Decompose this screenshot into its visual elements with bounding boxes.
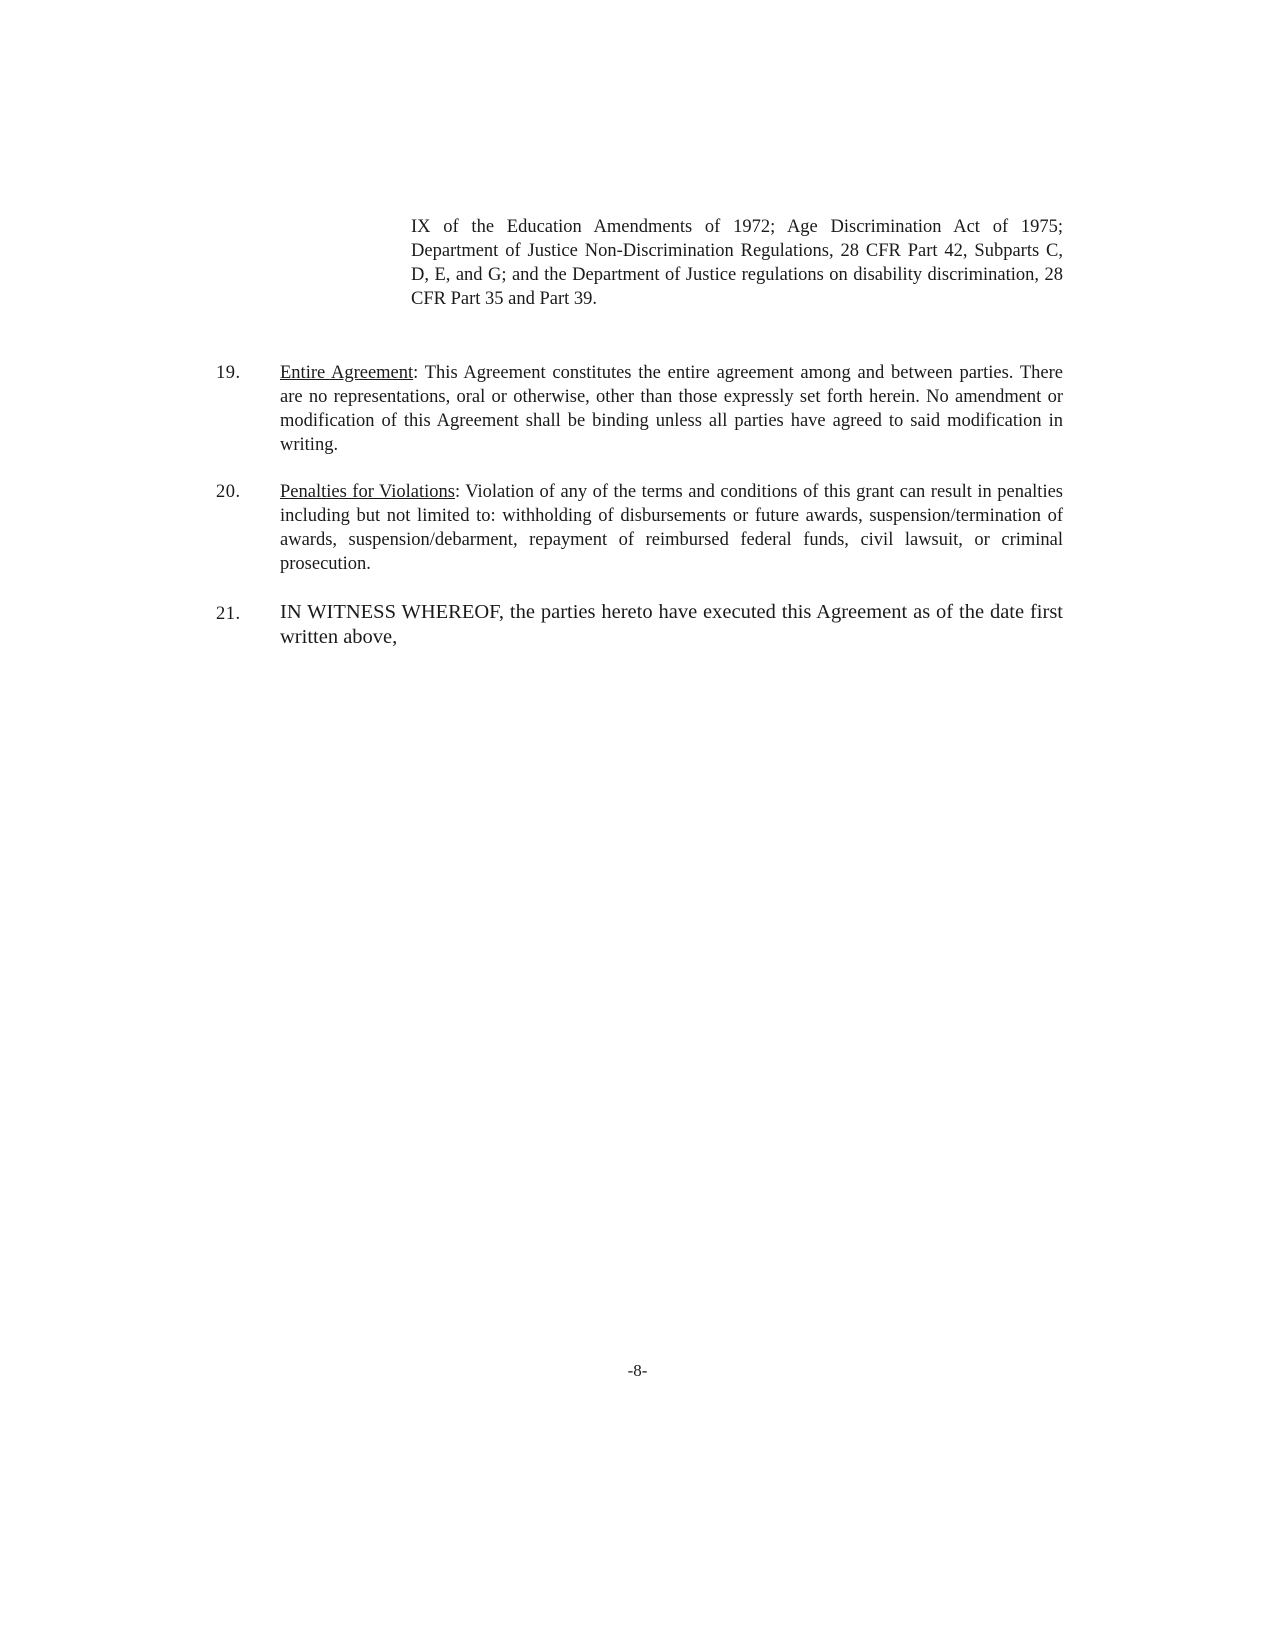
clause-body: : Violation of any of the terms and conditions of this grant can result in penalties including but not limited to: withholding of disbursements or future awards, suspension/termination of awards, suspension/debarment, repayment of reimbursed federal funds, civil lawsuit, or criminal prosecution. xyxy=(280,482,1064,574)
page-number: -8- xyxy=(627,1361,648,1380)
clause-body: IN WITNESS WHEREOF, the parties hereto have executed this Agreement as of the date first written above, xyxy=(280,601,1063,648)
clause-text xyxy=(280,600,1063,650)
clause-text xyxy=(280,361,1063,457)
clause-body: : This Agreement constitutes the entire agreement among and between parties. There are no representations, oral or otherwise, other than those expressly set forth herein. No amendment or modification of this Agreement shall be binding unless all parties have agreed to said modification in writing. xyxy=(280,363,1063,455)
clause-heading: Penalties for Violations xyxy=(280,482,455,502)
clause-text xyxy=(280,480,1063,576)
clause-heading: Entire Agreement xyxy=(280,363,414,383)
clause-number: 20. xyxy=(216,482,241,502)
clause-number: 21. xyxy=(216,604,241,624)
clause-number: 19. xyxy=(216,363,241,383)
continuation-paragraph: IX of the Education Amendments of 1972; Age Discrimination Act of 1975; Department of Justice Non-Discrimination Regulations, 28 CFR Part 42, Subparts C, D, E, and G; and the Department of Justice regulations on disability discrimination, 28 CFR Part 35 and Part 39. xyxy=(411,217,1063,309)
